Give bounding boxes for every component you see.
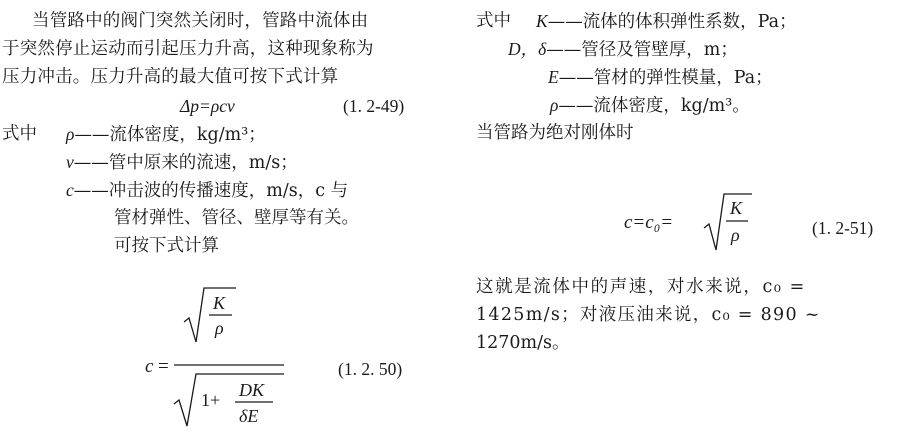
paragraph-line: 1425m/s；对液压油来说，c₀ = 890 ~ [476,305,821,325]
equation-number: (1. 2-51) [812,218,874,238]
equation-number: (1. 2-49) [343,96,405,116]
where-label: 式中 [476,11,511,31]
var-description: ——管中原来的流速，m/s； [73,153,298,173]
eq50-lhs: c [145,356,154,377]
sqrt-symbol [174,374,284,426]
eq51-lhs: c=c₀= [624,212,674,233]
eq50-one-plus: 1+ [201,390,221,410]
var-K-def [536,8,797,35]
eq50-equals: = [158,356,169,377]
var-E-def [548,64,773,91]
paragraph-line: 于突然停止运动而引起压力升高，这种现象称为 [2,39,374,59]
var-c-continued: 可按下式计算 [114,236,219,256]
var-description: ——冲击波的传播速度，m/s，c 与 [73,181,349,201]
eq49-rhs: =ρcv [199,96,235,116]
var-c-continued: 管材弹性、管径、壁厚等有关。 [114,208,359,228]
eq49-lhs: Δp [180,96,200,116]
equation-1-2-49 [180,93,235,119]
eq51-rho: ρ [731,225,740,245]
rigid-pipe-text: 当管路为绝对刚体时 [476,123,634,143]
sqrt-symbol [704,194,752,250]
var-symbol: c [66,180,74,200]
var-symbol: v [66,152,74,172]
var-symbol: ρ [550,95,559,115]
var-D-delta-def [508,36,738,63]
eq51-K: K [730,198,743,218]
paragraph-line: 当管路中的阀门突然关闭时，管路中流体由 [32,11,369,31]
var-c-def [66,177,348,204]
var-description: ——管径及管壁厚，m； [546,40,738,60]
var-v-def [66,149,298,176]
equation-number: (1. 2. 50) [338,359,403,379]
var-description: ——流体的体积弹性系数，Pa； [547,12,797,32]
eq50-rho: ρ [215,318,224,338]
eq50-dE: δE [239,406,259,426]
var-symbol: K [536,11,548,31]
paragraph-line: 压力冲击。压力升高的最大值可按下式计算 [2,67,339,87]
equation-1-2-50 [140,268,300,433]
var-description: ——管材的弹性模量，Pa； [558,68,773,88]
equation-1-2-51 [622,180,752,260]
var-rho-def [550,92,750,119]
paragraph-line: 1270m/s。 [476,333,570,353]
var-description: ——流体密度，kg/m³； [74,125,266,145]
var-symbol: E [548,67,559,87]
eq50-K: K [213,293,226,313]
paragraph-line: 这就是流体中的声速，对水来说，c₀ = [476,277,806,297]
var-symbol: ρ [66,124,75,144]
var-description: ——流体密度，kg/m³。 [558,96,750,116]
var-rho-def [66,121,266,148]
where-label: 式中 [2,124,37,144]
var-symbol: D，δ [508,39,547,59]
eq50-DK: DK [239,380,265,400]
